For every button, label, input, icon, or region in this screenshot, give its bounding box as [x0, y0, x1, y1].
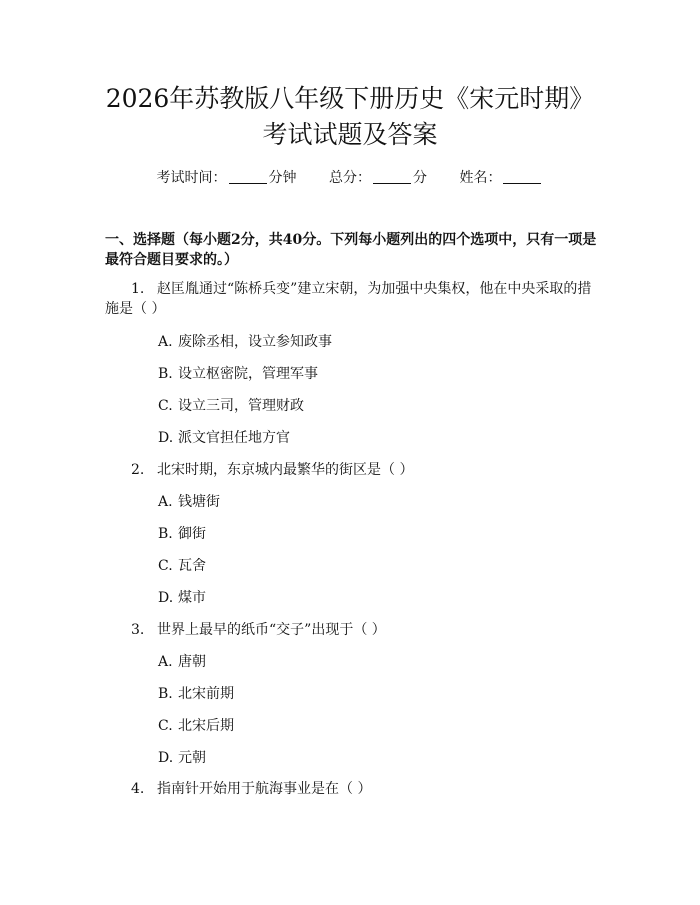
- section-heading: [105, 230, 605, 270]
- question-number: 4.: [131, 781, 145, 797]
- option-text: 瓦舍: [178, 558, 206, 574]
- question-number: 2.: [131, 462, 145, 478]
- exam-time-label: 考试时间：: [156, 170, 227, 186]
- option-3c: [158, 716, 234, 736]
- option-text: 元朝: [178, 750, 206, 766]
- exam-time-unit: 分钟: [268, 170, 297, 186]
- option-text: 北宋前期: [178, 686, 234, 702]
- option-2c: [158, 556, 206, 576]
- question-1: [105, 279, 605, 319]
- page-title-line2: 考试试题及答案: [262, 120, 438, 149]
- page-title-line1: 2026年苏教版八年级下册历史《宋元时期》: [105, 84, 595, 113]
- option-3b: [158, 684, 234, 704]
- option-letter: C.: [158, 398, 173, 414]
- total-score-unit: 分: [413, 170, 427, 186]
- question-2: [105, 460, 605, 480]
- option-text: 设立三司，管理财政: [178, 398, 304, 414]
- total-score-blank: [373, 169, 411, 184]
- option-letter: B.: [158, 366, 173, 382]
- option-3d: [158, 748, 206, 768]
- option-2a: [158, 492, 220, 512]
- question-text: 指南针开始用于航海事业是在（ ）: [157, 781, 372, 797]
- option-text: 钱塘街: [178, 494, 220, 510]
- option-text: 派文官担任地方官: [178, 430, 290, 446]
- student-name-blank: [503, 169, 541, 184]
- question-3: [105, 620, 605, 640]
- question-4: [105, 779, 605, 799]
- option-letter: A.: [158, 334, 173, 350]
- option-letter: B.: [158, 526, 173, 542]
- section-heading-line2: 最符合题目要求的。）: [105, 252, 238, 268]
- question-text-continued: 施是（ ）: [105, 301, 166, 317]
- exam-meta: [0, 168, 700, 188]
- question-text: 赵匡胤通过“陈桥兵变”建立宋朝，为加强中央集权，他在中央采取的措: [157, 281, 592, 297]
- option-1a: [158, 332, 332, 352]
- option-text: 设立枢密院，管理军事: [178, 366, 318, 382]
- option-letter: D.: [158, 590, 174, 606]
- student-name-label: 姓名：: [459, 170, 502, 186]
- option-text: 煤市: [178, 590, 206, 606]
- option-text: 唐朝: [178, 654, 206, 670]
- option-1d: [158, 428, 290, 448]
- option-text: 北宋后期: [178, 718, 234, 734]
- option-2d: [158, 588, 206, 608]
- section-heading-line1: 一、选择题（每小题2分，共40分。下列每小题列出的四个选项中，只有一项是: [105, 232, 597, 248]
- exam-time-field: [157, 168, 297, 188]
- option-1c: [158, 396, 304, 416]
- total-score-field: [329, 168, 427, 188]
- question-number: 3.: [131, 622, 145, 638]
- option-letter: C.: [158, 718, 173, 734]
- exam-time-blank: [229, 169, 267, 184]
- option-3a: [158, 652, 206, 672]
- question-text: 世界上最早的纸币“交子”出现于（ ）: [157, 622, 386, 638]
- option-letter: C.: [158, 558, 173, 574]
- option-text: 御街: [178, 526, 206, 542]
- option-1b: [158, 364, 318, 384]
- option-letter: D.: [158, 750, 174, 766]
- option-letter: A.: [158, 654, 173, 670]
- option-2b: [158, 524, 206, 544]
- option-letter: B.: [158, 686, 173, 702]
- student-name-field: [459, 168, 543, 188]
- question-text: 北宋时期，东京城内最繁华的街区是（ ）: [157, 462, 414, 478]
- question-number: 1.: [131, 281, 145, 297]
- option-letter: D.: [158, 430, 174, 446]
- option-letter: A.: [158, 494, 173, 510]
- option-text: 废除丞相，设立参知政事: [178, 334, 332, 350]
- total-score-label: 总分：: [329, 170, 371, 186]
